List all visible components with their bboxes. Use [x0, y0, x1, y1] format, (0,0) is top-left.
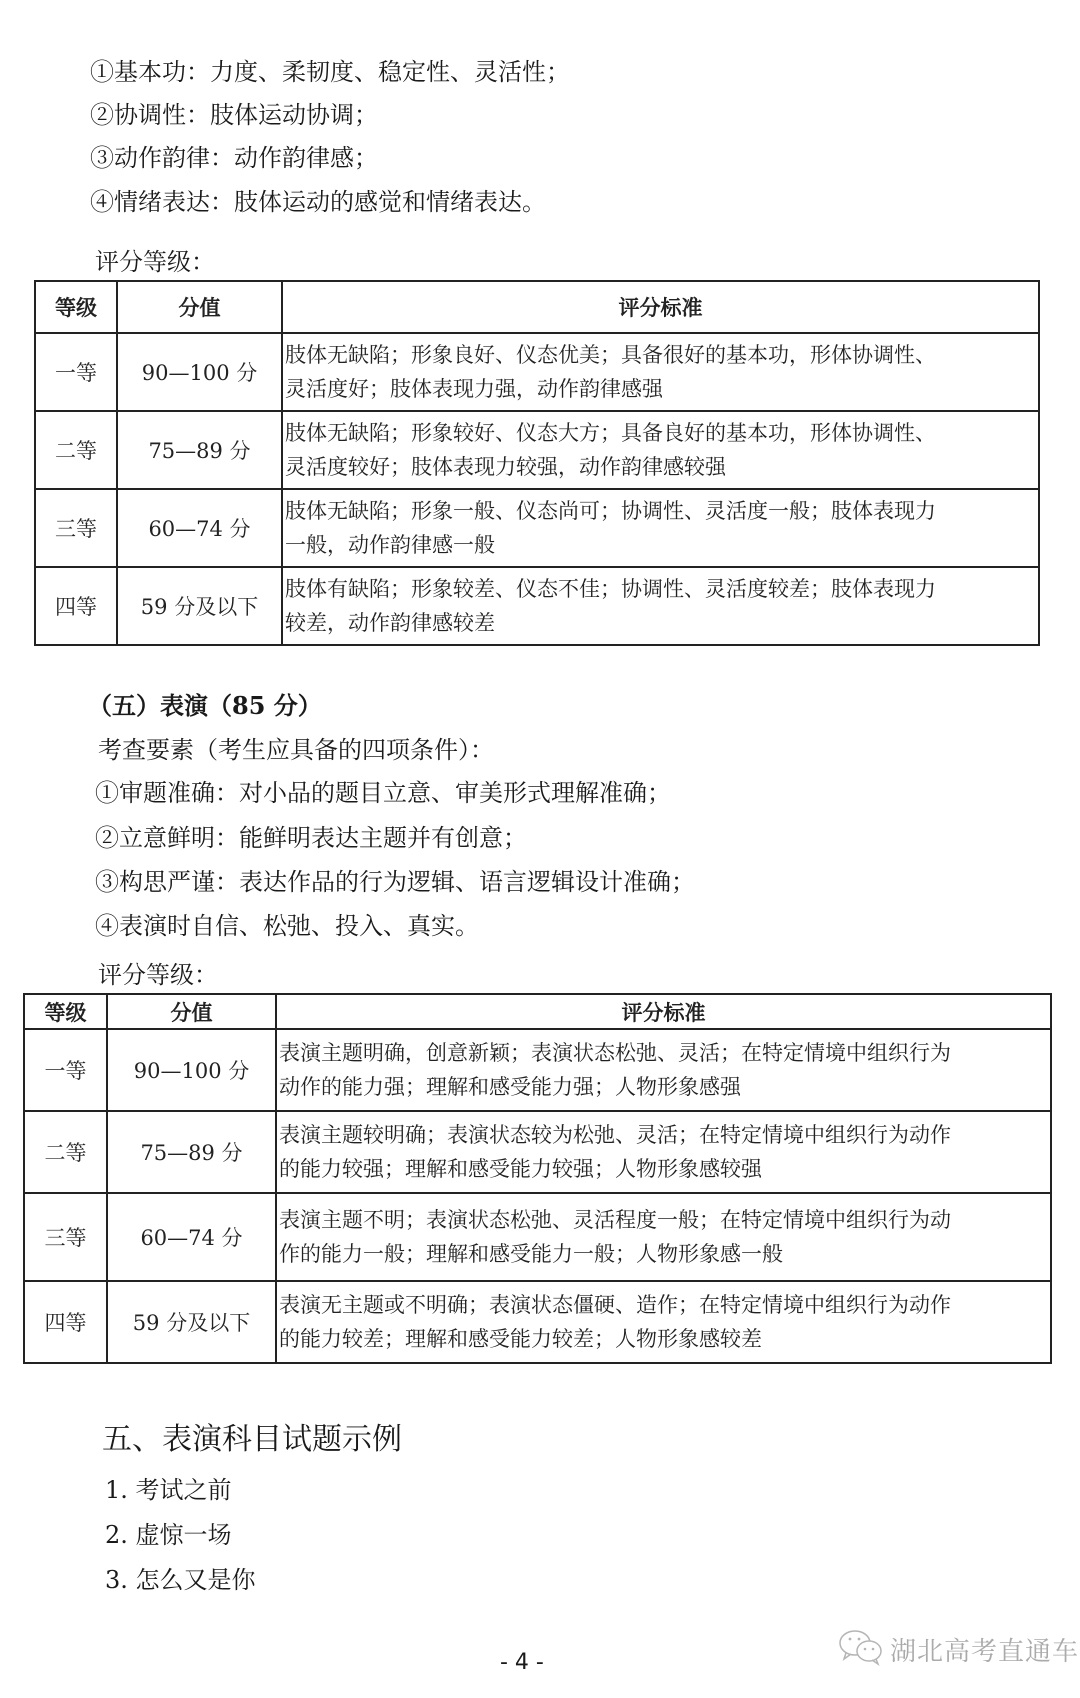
criteria-cell	[276, 1029, 1051, 1111]
table-row	[24, 1029, 1051, 1111]
criteria-cell	[282, 489, 1039, 567]
criteria-cell	[282, 411, 1039, 489]
header-score: 分值	[107, 994, 276, 1029]
level-cell: 一等	[24, 1029, 107, 1111]
level-cell: 一等	[35, 333, 117, 411]
grading-label: 评分等级：	[95, 248, 215, 276]
table-row	[24, 1281, 1051, 1363]
score-cell: 60—74 分	[117, 489, 282, 567]
table-row	[24, 1193, 1051, 1281]
example-item: 2. 虚惊一场	[105, 1521, 232, 1549]
level-cell: 四等	[35, 567, 117, 645]
page-number: - 4 -	[500, 1650, 544, 1675]
header-level: 等级	[24, 994, 107, 1029]
criteria-line: 灵活度好；肢体表现力强，动作韵律感强	[285, 377, 663, 401]
criteria-line: 灵活度较好；肢体表现力较强，动作韵律感较强	[285, 455, 726, 479]
criteria-line: 表演无主题或不明确；表演状态僵硬、造作；在特定情境中组织行为动作	[279, 1293, 951, 1317]
level-cell: 三等	[35, 489, 117, 567]
level-cell: 四等	[24, 1281, 107, 1363]
section4-item: ④情绪表达：肢体运动的感觉和情绪表达。	[90, 188, 546, 216]
header-criteria: 评分标准	[282, 281, 1039, 333]
score-cell: 75—89 分	[107, 1111, 276, 1193]
examples-heading: 五、表演科目试题示例	[102, 1422, 402, 1457]
criteria-cell	[282, 333, 1039, 411]
wechat-icon	[838, 1628, 884, 1670]
table-row	[35, 333, 1039, 411]
criteria-cell	[282, 567, 1039, 645]
section5-item: ④表演时自信、松弛、投入、真实。	[95, 912, 479, 940]
criteria-line: 肢体无缺陷；形象较好、仪态大方；具备良好的基本功，形体协调性、	[285, 421, 936, 445]
criteria-cell	[276, 1281, 1051, 1363]
table-header-row	[24, 994, 1051, 1029]
example-item: 3. 怎么又是你	[105, 1566, 256, 1594]
criteria-line: 表演主题较明确；表演状态较为松弛、灵活；在特定情境中组织行为动作	[279, 1123, 951, 1147]
criteria-line: 的能力较差；理解和感受能力较差；人物形象感较差	[279, 1327, 762, 1351]
watermark-text: 湖北高考直通车	[890, 1636, 1080, 1667]
score-cell: 59 分及以下	[107, 1281, 276, 1363]
grading-label: 评分等级：	[98, 961, 218, 989]
score-cell: 75—89 分	[117, 411, 282, 489]
criteria-line: 表演主题不明；表演状态松弛、灵活程度一般；在特定情境中组织行为动	[279, 1208, 951, 1232]
section4-item: ②协调性：肢体运动协调；	[90, 101, 378, 129]
criteria-line: 肢体无缺陷；形象良好、仪态优美；具备很好的基本功，形体协调性、	[285, 343, 936, 367]
section5-item: ①审题准确：对小品的题目立意、审美形式理解准确；	[95, 779, 671, 807]
level-cell: 二等	[24, 1111, 107, 1193]
section5-item: ③构思严谨：表达作品的行为逻辑、语言逻辑设计准确；	[95, 868, 695, 896]
score-cell: 90—100 分	[117, 333, 282, 411]
criteria-cell	[276, 1193, 1051, 1281]
score-cell: 90—100 分	[107, 1029, 276, 1111]
section4-item: ③动作韵律：动作韵律感；	[90, 144, 378, 172]
section4-item: ①基本功：力度、柔韧度、稳定性、灵活性；	[90, 58, 570, 86]
criteria-line: 肢体无缺陷；形象一般、仪态尚可；协调性、灵活度一般；肢体表现力	[285, 499, 936, 523]
table-row	[35, 567, 1039, 645]
header-level: 等级	[35, 281, 117, 333]
watermark	[838, 1628, 1079, 1670]
header-score: 分值	[117, 281, 282, 333]
criteria-line: 一般，动作韵律感一般	[285, 533, 495, 557]
example-item: 1. 考试之前	[105, 1476, 232, 1504]
grading-table-2	[23, 993, 1052, 1364]
criteria-line: 表演主题明确，创意新颖；表演状态松弛、灵活；在特定情境中组织行为	[279, 1041, 951, 1065]
criteria-line: 较差，动作韵律感较差	[285, 611, 495, 635]
header-criteria: 评分标准	[276, 994, 1051, 1029]
table-header-row	[35, 281, 1039, 333]
section5-item: ②立意鲜明：能鲜明表达主题并有创意；	[95, 824, 527, 852]
score-cell: 60—74 分	[107, 1193, 276, 1281]
criteria-line: 动作的能力强；理解和感受能力强；人物形象感强	[279, 1075, 741, 1099]
level-cell: 二等	[35, 411, 117, 489]
level-cell: 三等	[24, 1193, 107, 1281]
section5-intro: 考查要素（考生应具备的四项条件）：	[98, 736, 494, 764]
criteria-cell	[276, 1111, 1051, 1193]
table-row	[35, 411, 1039, 489]
score-cell: 59 分及以下	[117, 567, 282, 645]
grading-table-1	[34, 280, 1040, 646]
criteria-line: 的能力较强；理解和感受能力较强；人物形象感较强	[279, 1157, 762, 1181]
criteria-line: 作的能力一般；理解和感受能力一般；人物形象感一般	[279, 1242, 783, 1266]
criteria-line: 肢体有缺陷；形象较差、仪态不佳；协调性、灵活度较差；肢体表现力	[285, 577, 936, 601]
section5-title: （五）表演（85 分）	[88, 691, 322, 720]
table-row	[24, 1111, 1051, 1193]
table-row	[35, 489, 1039, 567]
